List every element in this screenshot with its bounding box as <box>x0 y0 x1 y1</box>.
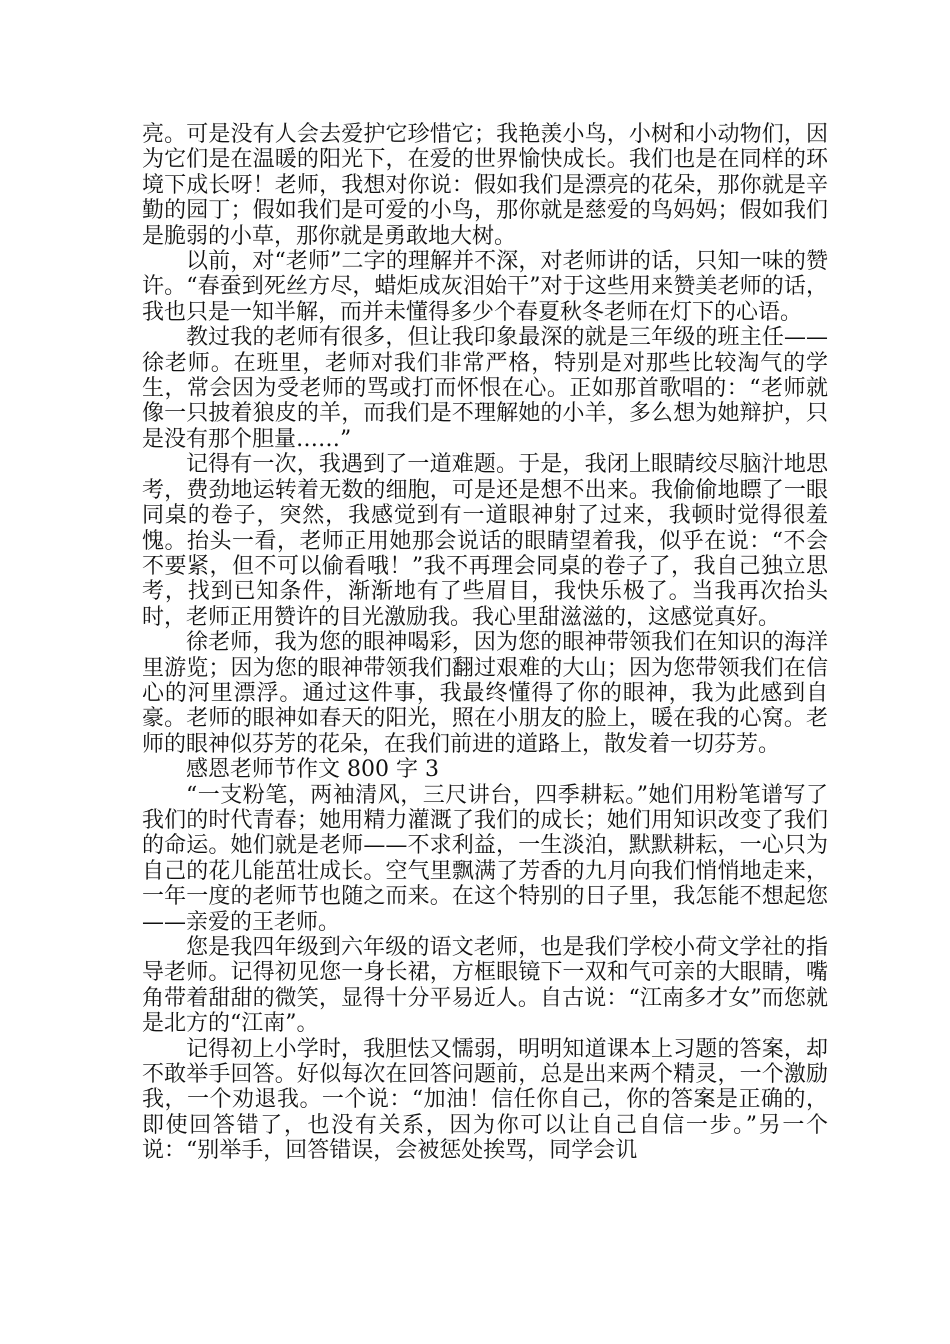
section-heading: 感恩老师节作文 800 字 3 <box>186 757 439 783</box>
paragraph-1: 亮。可是没有人会去爱护它珍惜它；我艳羡小鸟，小树和小动物们，因为它们是在温暖的阳光下，在爱的世界愉快成长。我们也是在同样的环境下成长呀！老师，我想对你说：假如我们是漂亮的花朵，那你就是辛勤的园丁；假如我们是可爱的小鸟，那你就是慈爱的鸟妈妈；假如我们是脆弱的小草，那你就是勇敢地大树。 <box>142 122 828 249</box>
paragraph-2: 以前，对“老师”二字的理解并不深，对老师讲的话，只知一味的赞许。“春蚕到死丝方尽，蜡炬成灰泪始干”对于这些用来赞美老师的话，我也只是一知半解，而并未懂得多少个春夏秋冬老师在灯下的心语。 <box>142 249 828 325</box>
paragraph-4: 记得有一次，我遇到了一道难题。于是，我闭上眼睛绞尽脑汁地思考，费劲地运转着无数的细胞，可是还是想不出来。我偷偷地瞟了一眼同桌的卷子，突然，我感觉到有一道眼神射了过来，我顿时觉得很羞愧。抬头一看，老师正用她那会说话的眼睛望着我，似乎在说：“不会不要紧，但不可以偷看哦！”我不再理会同桌的卷子了，我自己独立思考，找到已知条件，渐渐地有了些眉目，我快乐极了。当我再次抬头时，老师正用赞许的目光激励我。我心里甜滋滋的，这感觉真好。 <box>142 452 828 630</box>
paragraph-8: 记得初上小学时，我胆怯又懦弱，明明知道课本上习题的答案，却不敢举手回答。好似每次在回答问题前，总是出来两个精灵，一个激励我，一个劝退我。一个说：“加油！信任你自己，你的答案是正确的，即使回答错了，也没有关系，因为你可以让自己自信一步。”另一个说：“别举手，回答错误，会被惩处挨骂，同学会讥 <box>142 1036 828 1164</box>
paragraph-7: 您是我四年级到六年级的语文老师，也是我们学校小荷文学社的指导老师。记得初见您一身长裙，方框眼镜下一双和气可亲的大眼睛，嘴角带着甜甜的微笑，显得十分平易近人。自古说：“江南多才女”而您就是北方的“江南”。 <box>142 935 828 1037</box>
paragraph-6: “一支粉笔，两袖清风，三尺讲台，四季耕耘。”她们用粉笔谱写了我们的时代青春；她用精力灌溉了我们的成长；她们用知识改变了我们的命运。她们就是老师——不求利益，一生淡泊，默默耕耘，一心只为自己的花儿能茁壮成长。空气里飘满了芳香的九月向我们悄悄地走来，一年一度的老师节也随之而来。在这个特别的日子里，我怎能不想起您——亲爱的王老师。 <box>142 782 828 935</box>
document-page <box>142 122 828 1164</box>
paragraph-3: 教过我的老师有很多，但让我印象最深的就是三年级的班主任——徐老师。在班里，老师对我们非常严格，特别是对那些比较淘气的学生，常会因为受老师的骂或打而怀恨在心。正如那首歌唱的：“老师就像一只披着狼皮的羊，而我们是不理解她的小羊，多么想为她辩护，只是没有那个胆量……” <box>142 325 828 452</box>
paragraph-5: 徐老师，我为您的眼神喝彩，因为您的眼神带领我们在知识的海洋里游览；因为您的眼神带领我们翻过艰难的大山；因为您带领我们在信心的河里漂浮。通过这件事，我最终懂得了你的眼神，我为此感到自豪。老师的眼神如春天的阳光，照在小朋友的脸上，暖在我的心窝。老师的眼神似芬芳的花朵，在我们前进的道路上，散发着一切芬芳。 <box>142 630 828 757</box>
